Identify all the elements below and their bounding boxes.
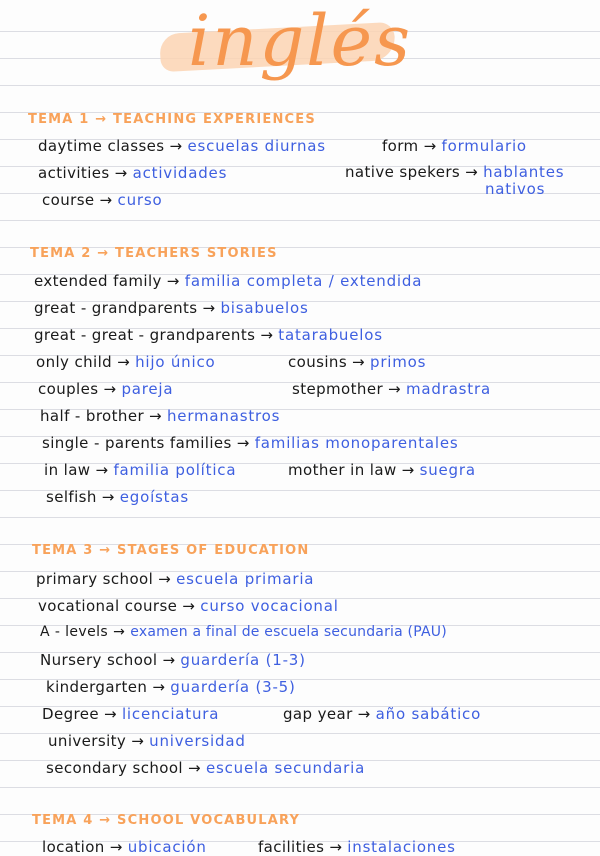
spanish-term: hermanastros [166, 407, 281, 425]
english-term: stepmother [292, 380, 384, 398]
arrow-icon: → [109, 838, 123, 856]
arrow-icon: → [114, 164, 128, 182]
english-term: half - brother [40, 407, 145, 425]
vocab-item [40, 624, 447, 640]
english-term: vocational course [38, 597, 178, 615]
arrow-icon: → [388, 380, 401, 398]
english-term: great - great - grandparents [34, 326, 256, 344]
vocab-item [288, 461, 476, 479]
section-heading-3: TEMA 3 → STAGES OF EDUCATION [32, 543, 310, 558]
arrow-icon: → [465, 163, 479, 181]
title-block [0, 0, 600, 100]
arrow-icon: → [149, 407, 162, 425]
spanish-term: actividades [132, 164, 228, 182]
arrow-icon: → [131, 732, 145, 750]
spanish-term: familia política [113, 461, 237, 479]
spanish-term-continued: nativos [485, 180, 546, 198]
english-term: only child [36, 353, 113, 371]
vocab-item [42, 434, 459, 452]
spanish-term: universidad [149, 732, 246, 750]
arrow-icon: → [166, 272, 180, 290]
spanish-term: curso vocacional [200, 597, 339, 615]
arrow-icon: → [152, 678, 166, 696]
vocab-item [34, 299, 309, 317]
vocab-item [46, 678, 296, 696]
spanish-term: suegra [419, 461, 476, 479]
english-term: Degree [42, 705, 99, 723]
spanish-term: hijo único [135, 353, 216, 371]
arrow-icon: → [117, 353, 131, 371]
spanish-term: tatarabuelos [278, 326, 383, 344]
english-term: secondary school [46, 759, 183, 777]
english-term: native spekers [345, 163, 461, 181]
english-term: selfish [46, 488, 97, 506]
english-term: university [48, 732, 127, 750]
vocab-item [42, 838, 207, 856]
vocab-item [40, 407, 280, 425]
spanish-term: año sabático [375, 705, 482, 723]
arrow-icon: → [236, 434, 250, 452]
spanish-term: bisabuelos [220, 299, 309, 317]
spanish-term: hablantes [483, 163, 565, 181]
arrow-icon: → [423, 137, 437, 155]
page-title: inglés [187, 0, 413, 82]
vocab-item [46, 759, 365, 777]
vocab-item [38, 164, 227, 182]
vocab-item [34, 326, 383, 344]
spanish-term: egoístas [119, 488, 189, 506]
vocab-item [258, 838, 456, 856]
arrow-icon: → [329, 838, 343, 856]
vocab-item [38, 137, 326, 155]
arrow-icon: → [95, 461, 109, 479]
arrow-icon: → [182, 597, 196, 615]
english-term: Nursery school [40, 651, 158, 669]
spanish-term: escuelas diurnas [187, 137, 326, 155]
vocab-item [38, 597, 339, 615]
arrow-icon: → [162, 651, 176, 669]
english-term: extended family [34, 272, 162, 290]
english-term: mother in law [288, 461, 397, 479]
english-term: kindergarten [46, 678, 148, 696]
spanish-term: licenciatura [121, 705, 220, 723]
english-term: primary school [36, 570, 154, 588]
spanish-term: guardería (3-5) [170, 678, 296, 696]
spanish-term: ubicación [127, 838, 207, 856]
vocab-item [36, 570, 314, 588]
arrow-icon: → [352, 353, 366, 371]
arrow-icon: → [113, 624, 126, 640]
arrow-icon: → [99, 191, 113, 209]
vocab-item [40, 651, 306, 669]
arrow-icon: → [202, 299, 216, 317]
spanish-term: formulario [441, 137, 527, 155]
vocab-item [38, 380, 173, 398]
spanish-term: primos [370, 353, 427, 371]
spanish-term: familia completa / extendida [184, 272, 423, 290]
arrow-icon: → [101, 488, 115, 506]
arrow-icon: → [158, 570, 172, 588]
english-term: form [382, 137, 419, 155]
section-heading-1: TEMA 1 → TEACHING EXPERIENCES [28, 112, 316, 127]
english-term: single - parents families [42, 434, 232, 452]
english-term: A - levels [40, 624, 109, 640]
arrow-icon: → [188, 759, 201, 777]
vocab-item [46, 488, 189, 506]
vocab-item [44, 461, 236, 479]
english-term: course [42, 191, 95, 209]
vocab-item [42, 191, 162, 209]
spanish-term: escuela primaria [176, 570, 315, 588]
section-heading-2: TEMA 2 → TEACHERS STORIES [30, 246, 278, 261]
arrow-icon: → [169, 137, 183, 155]
english-term: great - grandparents [34, 299, 198, 317]
arrow-icon: → [401, 461, 415, 479]
section-heading-4: TEMA 4 → SCHOOL VOCABULARY [32, 813, 301, 828]
spanish-term: escuela secundaria [205, 759, 366, 777]
vocab-item [36, 353, 215, 371]
vocab-item [42, 705, 219, 723]
vocab-item [48, 732, 246, 750]
english-term: couples [38, 380, 99, 398]
english-term: activities [38, 164, 110, 182]
spanish-term: examen a final de escuela secundaria (PAU) [130, 624, 447, 640]
arrow-icon: → [104, 705, 117, 723]
vocab-item [283, 705, 481, 723]
english-term: daytime classes [38, 137, 165, 155]
english-term: location [42, 838, 105, 856]
vocab-item [292, 380, 491, 398]
english-term: cousins [288, 353, 348, 371]
spanish-term: familias monoparentales [254, 434, 459, 452]
spanish-term: pareja [121, 380, 174, 398]
vocab-item [288, 353, 426, 371]
vocab-item [382, 137, 527, 155]
vocab-item [34, 272, 422, 290]
spanish-term: curso [117, 191, 163, 209]
spanish-term: madrastra [406, 380, 491, 398]
english-term: in law [44, 461, 91, 479]
english-term: gap year [283, 705, 353, 723]
arrow-icon: → [357, 705, 371, 723]
arrow-icon: → [260, 326, 274, 344]
vocab-item [345, 163, 564, 181]
english-term: facilities [258, 838, 325, 856]
arrow-icon: → [103, 380, 117, 398]
spanish-term: guardería (1-3) [180, 651, 306, 669]
spanish-term: instalaciones [347, 838, 456, 856]
